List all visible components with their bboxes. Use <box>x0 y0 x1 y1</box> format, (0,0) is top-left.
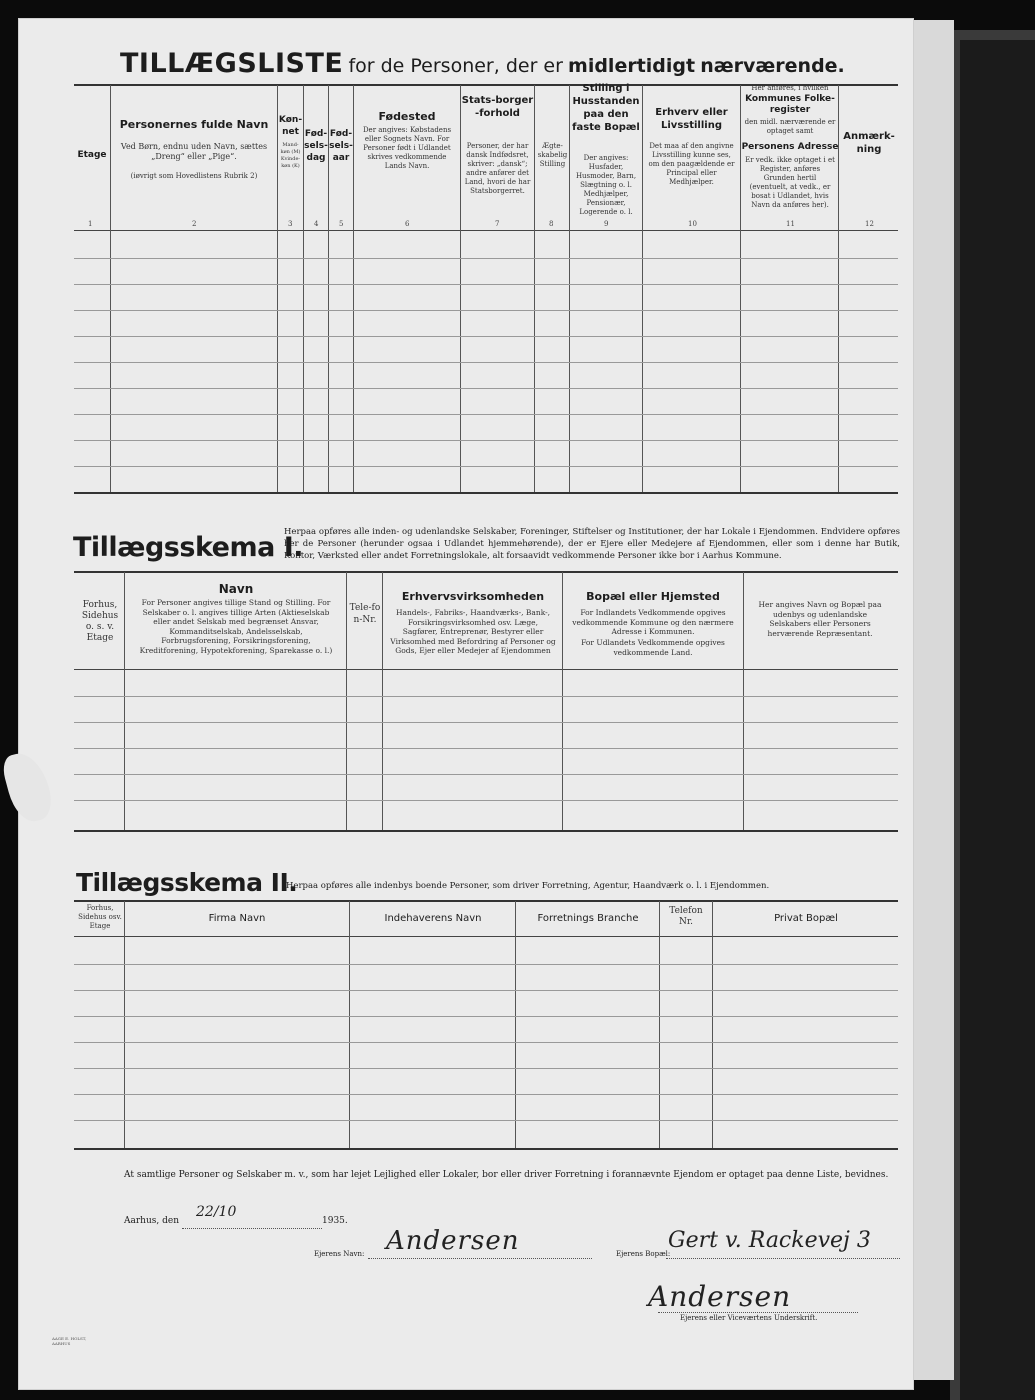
skema2-row-line <box>74 990 898 991</box>
skema1-col-bopael-note2: For Udlandets Vedkommende opgives vedkommende Land. <box>581 638 725 657</box>
liste-col-divider <box>569 85 570 492</box>
liste-title <box>120 48 845 79</box>
skema2-row-line <box>74 1042 898 1043</box>
col-number: 8 <box>549 220 554 228</box>
next-page-edge <box>912 20 954 1380</box>
liste-col-divider <box>460 85 461 492</box>
col-navn-header: Personernes fulde Navn <box>119 118 269 131</box>
year-label: 1935. <box>322 1216 348 1226</box>
liste-row-line <box>74 284 898 285</box>
col-erhverv-header: Erhverv eller Livsstilling <box>655 107 728 131</box>
skema2-row-line <box>74 1120 898 1121</box>
liste-row-line <box>74 440 898 441</box>
col-anmaerkning-header: Anmærk-ning <box>843 131 895 155</box>
attestation-statement: At samtlige Personer og Selskaber m. v., som har lejet Lejlighed eller Lokaler, bor eller driver Forretning i forannævnte Ejendom er optaget paa denne Liste, bevidnes. <box>124 1170 889 1180</box>
skema1-col-etage: Forhus, Sidehus o. s. v. Etage <box>81 600 119 643</box>
liste-col-divider <box>110 85 111 492</box>
col-foedselsdag-header: Fød-sels-dag <box>304 129 328 163</box>
col-koen-header: Køn-net <box>278 115 303 137</box>
owner-address-line <box>666 1258 900 1260</box>
owner-name-label: Ejerens Navn: <box>314 1250 365 1258</box>
skema2-title: Tillægsskema II. <box>76 868 298 897</box>
owner-name-line <box>368 1258 592 1260</box>
skema1-row-line <box>74 696 898 697</box>
liste-row-line <box>74 336 898 337</box>
col-foedested-header: Fødested <box>378 110 436 123</box>
skema1-row-line <box>74 774 898 775</box>
skema2-col-etage: Forhus, Sidehus osv. Etage <box>78 904 122 930</box>
col-number: 2 <box>192 220 197 228</box>
skema2-col-firma: Firma Navn <box>208 913 266 924</box>
col-number: 4 <box>314 220 319 228</box>
col-erhverv-note: Det maa af den angivne Livsstilling kunne ses, om den paagældende er Principal eller Medhjælper. <box>648 142 735 186</box>
col-number: 5 <box>339 220 344 228</box>
skema1-col-divider <box>124 572 125 830</box>
skema1-col-divider <box>562 572 563 830</box>
printer-imprint: AAGE E. HOLST, AARHUS <box>52 1336 87 1346</box>
skema2-col-indehaver: Indehaverens Navn <box>384 913 482 924</box>
skema2-row-line <box>74 964 898 965</box>
col-number: 7 <box>495 220 500 228</box>
col-statsborger-note: Personer, der har dansk Indfødsret, skriver: „dansk“; andre anfører det Land, hvori de har Statsborgerret. <box>464 142 531 195</box>
liste-row-line <box>74 414 898 415</box>
skema1-col-telefon: Tele-fon-Nr. <box>349 603 381 625</box>
owner-address-label: Ejerens Bopæl: <box>616 1250 671 1258</box>
skema1-col-divider <box>346 572 347 830</box>
col-register-note: Er vedk. ikke optaget i et Register, anføres Grunden hertil (eventuelt, at vedk., er bosat i Udlandet, hvis Navn da anføres her). <box>745 156 835 209</box>
liste-row-line <box>74 310 898 311</box>
skema2-col-divider <box>124 901 125 1148</box>
col-number: 12 <box>865 220 874 228</box>
skema1-col-repraesentant-note: Her angives Navn og Bopæl paa udenbys og udenlandske Selskabers eller Personers herværende Repræsentant. <box>758 600 882 638</box>
col-stilling-note: Der angives: Husfader, Husmoder, Barn, Slægtning o. l. Medhjælper, Pensionær, Logerende o. l. <box>575 154 637 216</box>
skema1-col-navn-note: For Personer angives tillige Stand og Stilling. For Selskaber o. l. angives tillige Arten (Aktieselskab eller andet Selskab med begrænset Ansvar, Kommanditselskab, Andelsselskab, Forbrugsforening, Forsikringsforening, Kreditforening, Hypotekforening, Sparekasse o. l.) <box>139 598 333 655</box>
col-register-header: Kommunes Folke-register <box>745 94 835 115</box>
liste-row-line <box>74 258 898 259</box>
skema2-col-divider <box>712 901 713 1148</box>
form-page <box>18 18 914 1390</box>
skema2-bottom-rule <box>74 1148 898 1150</box>
liste-title-bold: midlertidigt <box>568 55 696 77</box>
skema1-row-line <box>74 800 898 801</box>
skema1-title: Tillægsskema I. <box>73 532 304 563</box>
skema1-col-divider <box>382 572 383 830</box>
liste-row-line <box>74 466 898 467</box>
liste-col-divider <box>534 85 535 492</box>
liste-title-part1: for de Personer, der er <box>348 55 563 77</box>
col-foedselsaar-header: Fød-sels-aar <box>329 129 353 163</box>
skema1-col-bopael-note1: For Indlandets Vedkommende opgives vedkommende Kommune og den nærmere Adresse i Kommunen. <box>572 608 734 636</box>
col-statsborger-header: Stats-borger-forhold <box>461 95 534 119</box>
owner-address-handwritten: Gert v. Rackevej 3 <box>668 1228 871 1253</box>
col-register-mid: den midl. nærværende er optaget samt <box>744 118 836 135</box>
skema2-col-divider <box>515 901 516 1148</box>
background-page-edge-dark <box>960 40 1035 1400</box>
col-stilling-header: Stilling i Husstanden paa den faste Bopæl <box>572 83 640 133</box>
skema1-bottom-rule <box>74 830 898 832</box>
col-number: 3 <box>288 220 293 228</box>
place-label: Aarhus, den <box>124 1216 179 1226</box>
col-aegteskab-note: Ægte-skabelig Stilling <box>537 142 568 168</box>
skema2-top-rule <box>74 900 898 902</box>
col-register-header2: Personens Adresse <box>741 142 839 152</box>
liste-col-divider <box>642 85 643 492</box>
liste-col-divider <box>353 85 354 492</box>
col-register-pre: Her anføres, i hvilken <box>751 84 829 92</box>
liste-header-rule <box>74 230 898 231</box>
date-handwritten: 22/10 <box>196 1204 237 1220</box>
liste-row-line <box>74 388 898 389</box>
skema1-col-divider <box>743 572 744 830</box>
skema2-col-divider <box>349 901 350 1148</box>
skema1-col-navn-header: Navn <box>218 582 254 596</box>
col-number: 1 <box>88 220 93 228</box>
date-line <box>182 1228 322 1230</box>
skema2-row-line <box>74 1068 898 1069</box>
col-foedested-note: Der angives: Købstadens eller Sognets Navn. For Personer født i Udlandet skrives vedkommende Lands Navn. <box>362 126 452 170</box>
skema2-row-line <box>74 1016 898 1017</box>
skema2-row-line <box>74 1094 898 1095</box>
skema2-col-telefon: Telefon Nr. <box>669 906 703 927</box>
skema2-col-branche: Forretnings Branche <box>537 913 639 924</box>
skema1-intro: Herpaa opføres alle inden- og udenlandske Selskaber, Foreninger, Stiftelser og Institutioner, der har Lokale i Ejendommen. Endvidere opføres her de Personer (herunder ogsaa i Udlandet hjemmehørende), der er Ejere eller Medejere af Ejendommen, eller som i denne har Butik, Kontor, Værksted eller andet Forretningslokale, alt forsaavidt vedkommende Personer ikke bor i Aarhus Kommune. <box>284 527 900 561</box>
skema2-intro: Herpaa opføres alle indenbys boende Personer, som driver Forretning, Agentur, Haandværk o. l. i Ejendommen. <box>286 881 770 891</box>
liste-row-line <box>74 362 898 363</box>
liste-bottom-rule <box>74 492 898 494</box>
col-koen-note: Mand-køn (M) Kvinde-køn (K) <box>280 142 301 169</box>
col-navn-note: Ved Børn, endnu uden Navn, sættes „Dreng“ eller „Pige“. <box>120 142 268 161</box>
signature-label: Ejerens eller Viceværtens Underskrift. <box>680 1314 818 1322</box>
owner-name-handwritten: Andersen <box>386 1226 520 1256</box>
col-number: 9 <box>604 220 609 228</box>
skema2-header-rule <box>74 936 898 937</box>
col-number: 10 <box>688 220 697 228</box>
skema1-header-rule <box>74 669 898 670</box>
col-navn-note2: (iøvrigt som Hovedlistens Rubrik 2) <box>130 172 258 180</box>
skema1-col-bopael-header: Bopæl eller Hjemsted <box>586 590 720 603</box>
skema1-row-line <box>74 722 898 723</box>
liste-title-main: TILLÆGSLISTE <box>120 48 344 79</box>
skema1-col-erhverv-header: Erhvervsvirksomheden <box>401 590 545 603</box>
col-number: 6 <box>405 220 410 228</box>
col-etage-header: Etage <box>77 150 107 160</box>
skema1-row-line <box>74 748 898 749</box>
skema2-col-bopael: Privat Bopæl <box>774 913 838 924</box>
col-number: 11 <box>786 220 795 228</box>
skema1-top-rule <box>74 571 898 573</box>
liste-title-part2: nærværende. <box>700 55 845 77</box>
skema1-col-erhverv-note: Handels-, Fabriks-, Haandværks-, Bank-, Forsikringsvirksomhed osv. Læge, Sagfører, Entreprenør, Bestyrer eller Virksomhed med Befordring af Personer og Gods, Ejer eller Medejer af Ejendommen <box>390 608 556 655</box>
signature-handwritten: Andersen <box>648 1280 792 1313</box>
skema2-col-divider <box>659 901 660 1148</box>
